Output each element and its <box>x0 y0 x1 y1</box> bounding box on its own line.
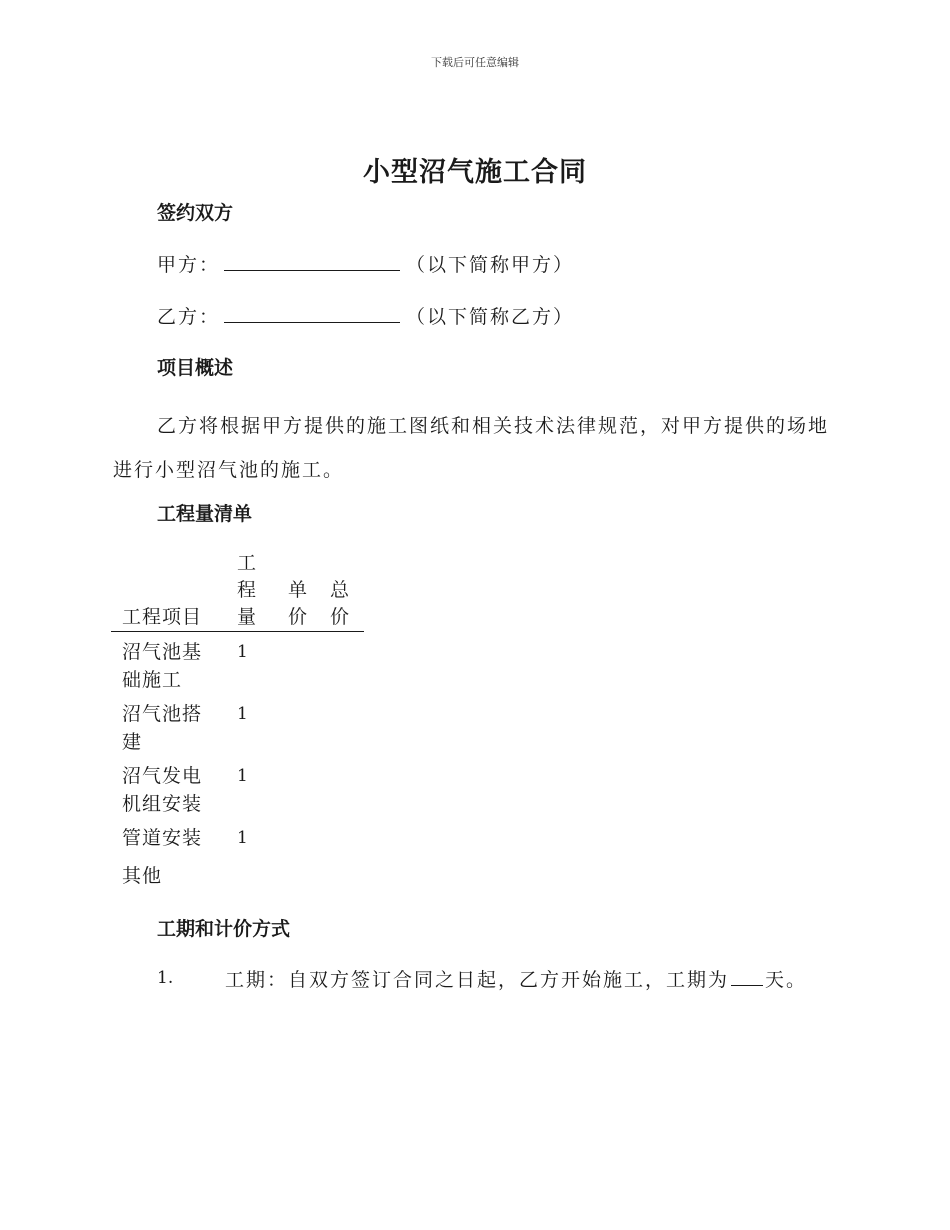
section-heading-schedule: 工期和计价方式 <box>157 918 291 940</box>
row-unit-price <box>288 818 330 852</box>
row-qty: 1 <box>237 704 249 724</box>
party-b-line <box>157 302 574 329</box>
document-title: 小型沼气施工合同 <box>363 157 587 188</box>
duration-blank[interactable] <box>731 969 763 986</box>
party-b-label: 乙方： <box>157 306 221 328</box>
overview-paragraph: 乙方将根据甲方提供的施工图纸和相关技术法律规范，对甲方提供的场地进行小型沼气池的施工。 <box>113 415 830 481</box>
header-note: 下载后可任意编辑 <box>431 56 519 69</box>
section-heading-quantities: 工程量清单 <box>157 503 253 525</box>
schedule-item-text <box>225 965 807 992</box>
table-row <box>111 694 364 756</box>
table-row <box>111 632 364 695</box>
schedule-text-before: 工期：自双方签订合同之日起，乙方开始施工，工期为 <box>225 969 730 991</box>
row-item: 其他 <box>122 865 163 887</box>
party-a-line <box>157 250 574 277</box>
party-a-label: 甲方： <box>157 254 221 276</box>
column-header-total: 总价 <box>330 550 364 632</box>
row-total <box>330 818 364 852</box>
row-item: 沼气池搭建 <box>122 703 203 753</box>
row-total <box>330 694 364 756</box>
table-header-row <box>111 550 364 632</box>
row-unit-price <box>288 694 330 756</box>
schedule-text-after: 天。 <box>765 969 808 991</box>
table-row <box>111 818 364 852</box>
row-unit-price <box>288 852 330 890</box>
row-total <box>330 632 364 695</box>
party-b-blank[interactable] <box>224 304 400 323</box>
row-unit-price <box>288 756 330 818</box>
schedule-item-number: 1. <box>157 968 174 988</box>
row-item: 管道安装 <box>122 827 203 849</box>
row-total <box>330 852 364 890</box>
column-header-unit-price: 单价 <box>288 550 330 632</box>
party-a-blank[interactable] <box>224 252 400 271</box>
table-row <box>111 756 364 818</box>
table-row <box>111 852 364 890</box>
row-unit-price <box>288 632 330 695</box>
row-qty: 1 <box>237 642 249 662</box>
section-heading-parties: 签约双方 <box>157 202 234 224</box>
party-b-suffix: （以下简称乙方） <box>406 306 575 328</box>
row-item: 沼气池基础施工 <box>122 641 203 691</box>
row-item: 沼气发电机组安装 <box>122 765 203 815</box>
column-header-qty: 工程量 <box>237 550 288 632</box>
row-qty <box>237 852 288 890</box>
party-a-suffix: （以下简称甲方） <box>406 254 575 276</box>
row-total <box>330 756 364 818</box>
quantity-table <box>111 550 364 890</box>
row-qty: 1 <box>237 766 249 786</box>
section-heading-overview: 项目概述 <box>157 357 234 379</box>
column-header-item: 工程项目 <box>111 550 237 632</box>
row-qty: 1 <box>237 828 249 848</box>
